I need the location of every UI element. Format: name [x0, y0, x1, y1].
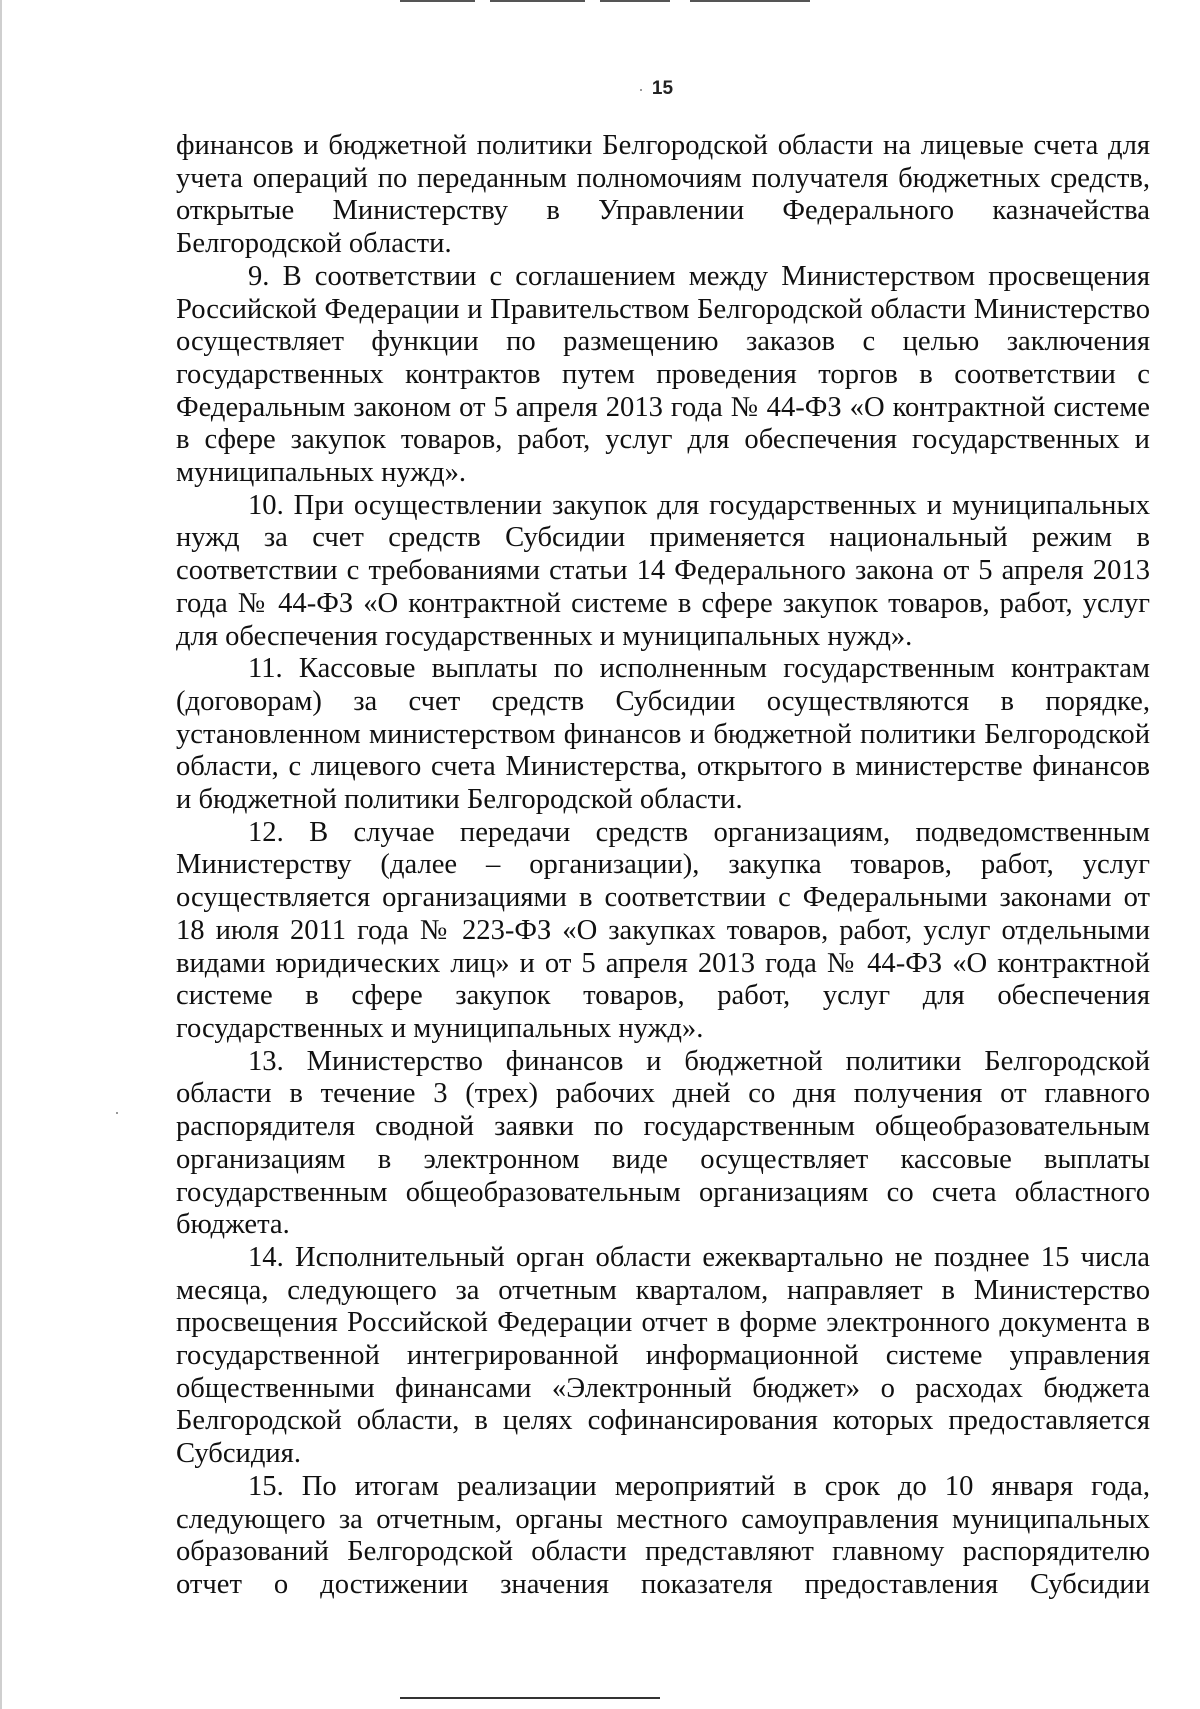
paragraph-item-11: 11. Кассовые выплаты по исполненным государственным контрактам (договорам) за счет средств Субсидии осуществляются в порядке, установленном министерством финансов и бюджетной политики Белгородской области, с лицевого счета Министерства, открытого в министерстве финансов и бюджетной политики Белгородской области. — [176, 653, 1150, 816]
document-body — [176, 130, 1150, 1602]
bottom-rule — [400, 1697, 660, 1699]
paragraph-item-9: 9. В соответствии с соглашением между Министерством просвещения Российской Федерации и Правительством Белгородской области Министерство осуществляет функции по размещению заказов с целью заключения государственных контрактов путем проведения торгов в соответствии с Федеральным законом от 5 апреля 2013 года № 44-ФЗ «О контрактной системе в сфере закупок товаров, работ, услуг для обеспечения государственных и муниципальных нужд». — [176, 260, 1150, 489]
scan-speck — [640, 89, 642, 91]
paragraph-item-14: 14. Исполнительный орган области ежеквартально не позднее 15 числа месяца, следующего за отчетным кварталом, направляет в Министерство просвещения Российской Федерации отчет в форме электронного документа в государственной интегрированной информационной системе управления общественными финансами «Электронный бюджет» о расходах бюджета Белгородской области, в целях софинансирования которых предоставляется Субсидия. — [176, 1241, 1150, 1470]
paragraph-item-15: 15. По итогам реализации мероприятий в срок до 10 января года, следующего за отчетным, органы местного самоуправления муниципальных образований Белгородской области представляют главному распорядителю отчет о достижении значения показателя предоставления Субсидии — [176, 1470, 1150, 1600]
paragraph-item-13: 13. Министерство финансов и бюджетной политики Белгородской области в течение 3 (трех) рабочих дней со дня получения от главного распорядителя сводной заявки по государственным общеобразовательным организациям в электронном виде осуществляет кассовые выплаты государственным общеобразовательным организациям со счета областного бюджета. — [176, 1045, 1150, 1241]
top-rule-segment — [490, 0, 585, 2]
scan-edge-line — [0, 0, 2, 1709]
top-rule-segment — [400, 0, 475, 2]
paragraph-continuation: финансов и бюджетной политики Белгородской области на лицевые счета для учета операций по переданным полномочиям получателя бюджетных средств, открытые Министерству в Управлении Федерального казначейства Белгородской области. — [176, 130, 1150, 260]
paragraph-item-10: 10. При осуществлении закупок для государственных и муниципальных нужд за счет средств Субсидии применяется национальный режим в соответствии с требованиями статьи 14 Федерального закона от 5 апреля 2013 года № 44-ФЗ «О контрактной системе в сфере закупок товаров, работ, услуг для обеспечения государственных и муниципальных нужд». — [176, 489, 1150, 652]
top-rule-segment — [600, 0, 670, 2]
scan-speck — [116, 1112, 118, 1114]
page-number: 15 — [651, 78, 674, 99]
top-rule-segment — [690, 0, 810, 2]
paragraph-item-12: 12. В случае передачи средств организациям, подведомственным Министерству (далее – организации), закупка товаров, работ, услуг осуществляется организациями в соответствии с Федеральными законами от 18 июля 2011 года № 223-ФЗ «О закупках товаров, работ, услуг отдельными видами юридических лиц» и от 5 апреля 2013 года № 44-ФЗ «О контрактной системе в сфере закупок товаров, работ, услуг для обеспечения государственных и муниципальных нужд». — [176, 816, 1150, 1044]
